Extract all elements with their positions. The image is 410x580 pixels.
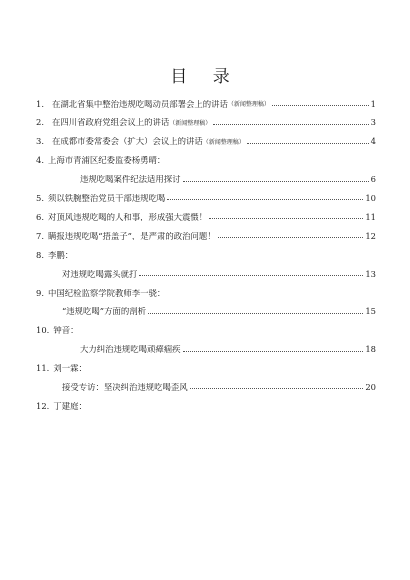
- toc-title: 丁建庭：: [53, 401, 87, 411]
- leader-dots: [139, 274, 363, 276]
- toc-entry: [36, 115, 376, 127]
- toc-entry: [36, 360, 376, 372]
- leader-dots: [183, 180, 369, 182]
- toc-title: 中国纪检监察学院教师李一骁：: [48, 288, 166, 297]
- toc-title: 钟音：: [53, 326, 79, 335]
- page-title: 目 录: [170, 67, 240, 87]
- toc-title: 瞒报违规吃喝“捂盖子”，是严肃的政治问题！: [48, 231, 216, 241]
- toc-number: 10.: [36, 325, 50, 336]
- toc-number: 7.: [36, 230, 44, 241]
- leader-dots: [167, 198, 363, 200]
- toc-title: 接受专访：坚决纠治违规吃喝歪风: [62, 382, 188, 392]
- toc-note: （新闻整理稿）: [169, 119, 212, 127]
- toc-page-number: 11: [365, 211, 376, 222]
- table-of-contents: [36, 96, 376, 417]
- toc-title: 在成都市委常委会（扩大）会议上的讲话: [52, 137, 203, 146]
- toc-title: 须以铁腕整治党员干部违规吃喝: [48, 194, 166, 203]
- toc-number: 2.: [36, 117, 44, 128]
- toc-page-number: 3: [370, 117, 376, 128]
- toc-entry: [36, 285, 376, 297]
- leader-dots: [183, 350, 364, 352]
- toc-entry: [36, 96, 376, 108]
- toc-number: 3.: [36, 136, 44, 147]
- toc-title: 上海市青浦区纪委监委杨勇晴：: [48, 156, 166, 165]
- toc-entry-continued: [36, 379, 376, 391]
- leader-dots: [213, 123, 368, 125]
- toc-page-number: 15: [365, 306, 376, 317]
- toc-number: 9.: [36, 287, 44, 298]
- toc-entry-continued: [36, 342, 376, 354]
- toc-entry: [36, 228, 376, 240]
- toc-page-number: 13: [365, 268, 376, 279]
- toc-title: 违规吃喝案件纪法适用探讨: [80, 175, 181, 184]
- toc-entry-continued: [36, 266, 376, 278]
- toc-entry: [36, 153, 376, 165]
- toc-title: 在四川省政府党组会议上的讲话: [52, 118, 170, 127]
- toc-entry: [36, 209, 376, 221]
- toc-title: 大力纠治违规吃喝顽瘴痼疾: [80, 345, 181, 354]
- toc-title: 对违规吃喝露头就打: [62, 269, 138, 279]
- toc-title: 李鹏：: [48, 250, 74, 260]
- leader-dots: [148, 312, 363, 314]
- toc-title: 刘一霖：: [53, 364, 87, 373]
- toc-number: 1.: [36, 98, 44, 109]
- leader-dots: [190, 387, 364, 389]
- toc-title: 在湖北省集中整治违规吃喝动员部署会上的讲话: [52, 99, 228, 108]
- toc-page-number: 4: [370, 136, 376, 147]
- toc-page-number: 10: [365, 193, 376, 204]
- toc-number: 11.: [36, 363, 50, 374]
- toc-number: 5.: [36, 193, 44, 204]
- toc-number: 12.: [36, 400, 50, 411]
- toc-entry: [36, 323, 376, 335]
- toc-entry: [36, 247, 376, 259]
- toc-page-number: 1: [370, 98, 376, 109]
- leader-dots: [247, 142, 369, 144]
- toc-entry: [36, 134, 376, 146]
- toc-entry-continued: [36, 304, 376, 316]
- leader-dots: [209, 217, 363, 219]
- toc-entry: [36, 398, 376, 410]
- toc-page-number: 12: [365, 230, 376, 241]
- leader-dots: [218, 236, 364, 238]
- toc-number: 8.: [36, 249, 44, 260]
- toc-note: （新闻整理稿）: [227, 101, 270, 108]
- toc-number: 4.: [36, 155, 44, 166]
- toc-entry-continued: [36, 172, 376, 184]
- leader-dots: [272, 104, 369, 106]
- toc-number: 6.: [36, 211, 44, 222]
- toc-entry: [36, 190, 376, 202]
- toc-page-number: 20: [365, 381, 376, 392]
- toc-title: 对顶风违规吃喝的人和事，形成强大震慑！: [48, 212, 208, 222]
- toc-title: “违规吃喝”方面的剖析: [62, 307, 146, 316]
- toc-page-number: 18: [365, 344, 376, 355]
- toc-page-number: 6: [370, 174, 376, 185]
- toc-note: （新闻整理稿）: [202, 138, 245, 146]
